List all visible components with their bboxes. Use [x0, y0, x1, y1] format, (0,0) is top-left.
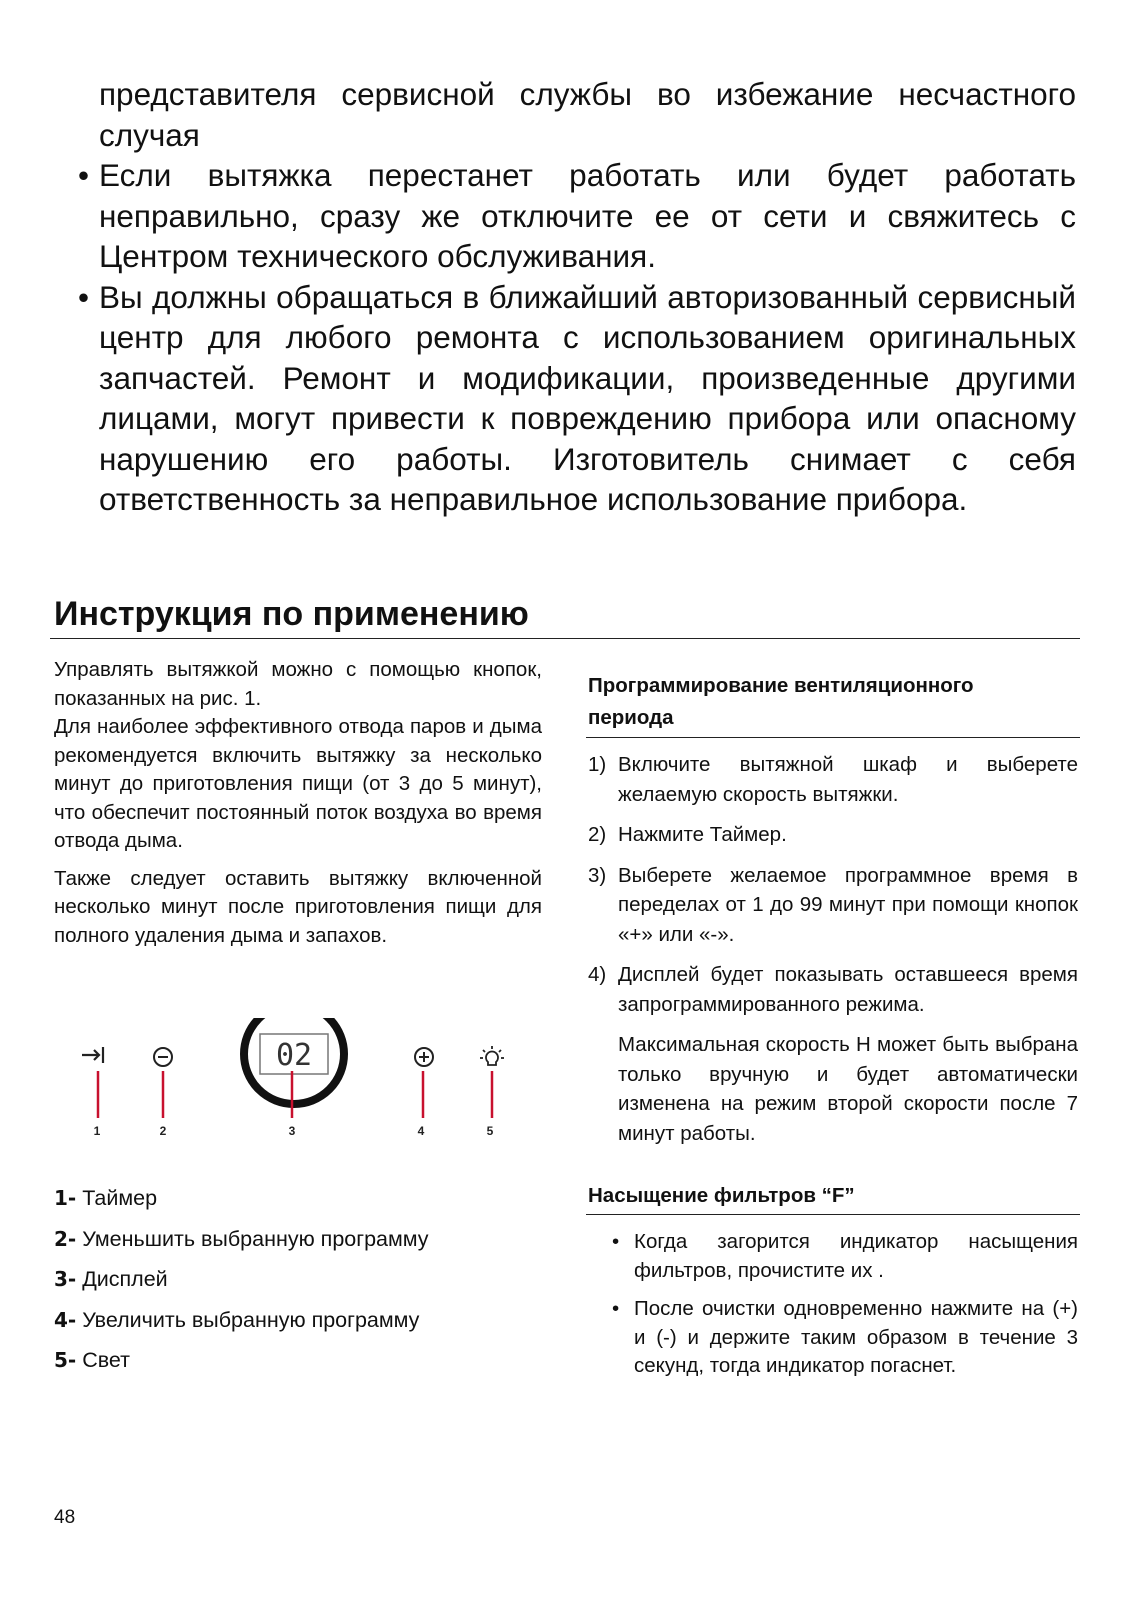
- paragraph: Для наиболее эффективного отвода паров и дыма рекомендуется включить вытяжку за несколько минут до приготовления пищи (от 3 до 5 минут), что обеспечит постоянный поток воздуха во время отвода дыма.: [54, 715, 542, 852]
- legend-text: Дисплей: [82, 1267, 168, 1291]
- minus-icon: [154, 1048, 172, 1066]
- control-panel-svg: [54, 1018, 554, 1168]
- warning-list: [54, 155, 1076, 520]
- left-column: [54, 656, 542, 950]
- section-heading: Инструкция по применению: [54, 595, 529, 633]
- callout-label-3: 3: [288, 1124, 296, 1138]
- paragraph: Управлять вытяжкой можно с помощью кнопок, показанных на рис. 1.: [54, 658, 542, 710]
- legend-text: Таймер: [82, 1186, 158, 1210]
- control-panel-figure: [54, 1018, 554, 1168]
- bullet-icon: •: [78, 278, 90, 315]
- step-item: [588, 960, 1078, 1019]
- heading-divider: [50, 638, 1080, 639]
- programming-title-a: Программирование вентиляционного: [588, 674, 974, 697]
- callout-label-2: 2: [159, 1124, 167, 1138]
- step-text: Выберете желаемое программное время в переделах от 1 до 99 минут при помощи кнопок «+» или «-».: [618, 863, 1078, 946]
- continued-paragraph: представителя сервисной службы во избежание несчастного случая: [99, 76, 1076, 153]
- callout-label-5: 5: [486, 1124, 494, 1138]
- step-number: 4): [588, 963, 607, 986]
- legend-item: [54, 1259, 429, 1300]
- programming-title-b: периода: [588, 706, 674, 729]
- light-icon: [480, 1046, 504, 1065]
- filters-title: Насыщение фильтров “F”: [588, 1184, 855, 1207]
- step-text: Включите вытяжной шкаф и выберете желаемую скорость вытяжки.: [618, 753, 1078, 806]
- bullet-icon: •: [612, 1297, 620, 1320]
- list-item-text: Вы должны обращаться в ближайший авторизованный сервисный центр для любого ремонта с использованием оригинальных запчастей. Ремонт и модификации, произведенные другими лицами, могут привести к повреждению прибора или опасному нарушению его работы. Изготовитель снимает с себя ответственность за неправильное использование прибора.: [99, 278, 1076, 517]
- step-item: [588, 820, 1078, 850]
- step-number: 3): [588, 863, 607, 887]
- step-text: Нажмите Таймер.: [618, 823, 787, 846]
- list-item-text: Если вытяжка перестанет работать или будет работать неправильно, сразу же отключите ее от сети и свяжитесь с Центром технического обслуживания.: [99, 157, 1076, 274]
- legend-number: 3-: [54, 1267, 77, 1291]
- step-text: Дисплей будет показывать оставшееся время запрограммированного режима.: [618, 963, 1078, 1016]
- bullet-icon: •: [78, 157, 90, 193]
- intro-block: [54, 74, 1076, 520]
- step-item: [588, 861, 1078, 950]
- legend-number: 2-: [54, 1226, 77, 1251]
- legend-item: [54, 1300, 429, 1341]
- step-number: 1): [588, 753, 607, 776]
- page-number: 48: [54, 1507, 76, 1528]
- list-item: [54, 155, 1076, 277]
- list-item: [612, 1295, 1078, 1381]
- callout-label-4: 4: [417, 1124, 425, 1138]
- list-item-text: После очистки одновременно нажмите на (+) и (-) и держите таким образом в течение 3 секунд, тогда индикатор погаснет.: [634, 1297, 1078, 1377]
- legend-item: [54, 1340, 429, 1381]
- step-number: 2): [588, 823, 607, 846]
- programming-divider: [586, 737, 1080, 738]
- legend-number: 5-: [54, 1348, 77, 1372]
- filters-list: [612, 1228, 1078, 1381]
- programming-steps: [588, 750, 1078, 1148]
- legend-text: Свет: [82, 1348, 131, 1372]
- display: [244, 1018, 344, 1104]
- filters-divider: [586, 1214, 1080, 1215]
- timer-icon: [82, 1047, 103, 1063]
- callout-label-1: 1: [93, 1124, 101, 1138]
- speed-note: Максимальная скорость H может быть выбрана только вручную и будет автоматически изменена на режим второй скорости после 7 минут работы.: [618, 1033, 1078, 1145]
- legend-item: [54, 1219, 429, 1260]
- programming-title: [588, 670, 1078, 702]
- legend-number: 4-: [54, 1307, 77, 1332]
- list-item: [54, 277, 1076, 520]
- bullet-icon: •: [612, 1230, 620, 1253]
- list-item-text: Когда загорится индикатор насыщения фильтров, прочистите их .: [634, 1230, 1078, 1282]
- leader-lines: [98, 1071, 492, 1118]
- button-legend: [54, 1178, 429, 1381]
- legend-text: Уменьшить выбранную программу: [82, 1226, 429, 1251]
- legend-item: [54, 1178, 429, 1219]
- paragraph: Также следует оставить вытяжку включенной несколько минут после приготовления пищи для полного удаления дыма и запахов.: [54, 866, 542, 947]
- legend-text: Увеличить выбранную программу: [82, 1307, 420, 1332]
- display-value: 02: [275, 1038, 313, 1073]
- plus-icon: [415, 1048, 433, 1066]
- list-item: [612, 1228, 1078, 1285]
- step-item: [588, 750, 1078, 809]
- legend-number: 1-: [54, 1186, 77, 1210]
